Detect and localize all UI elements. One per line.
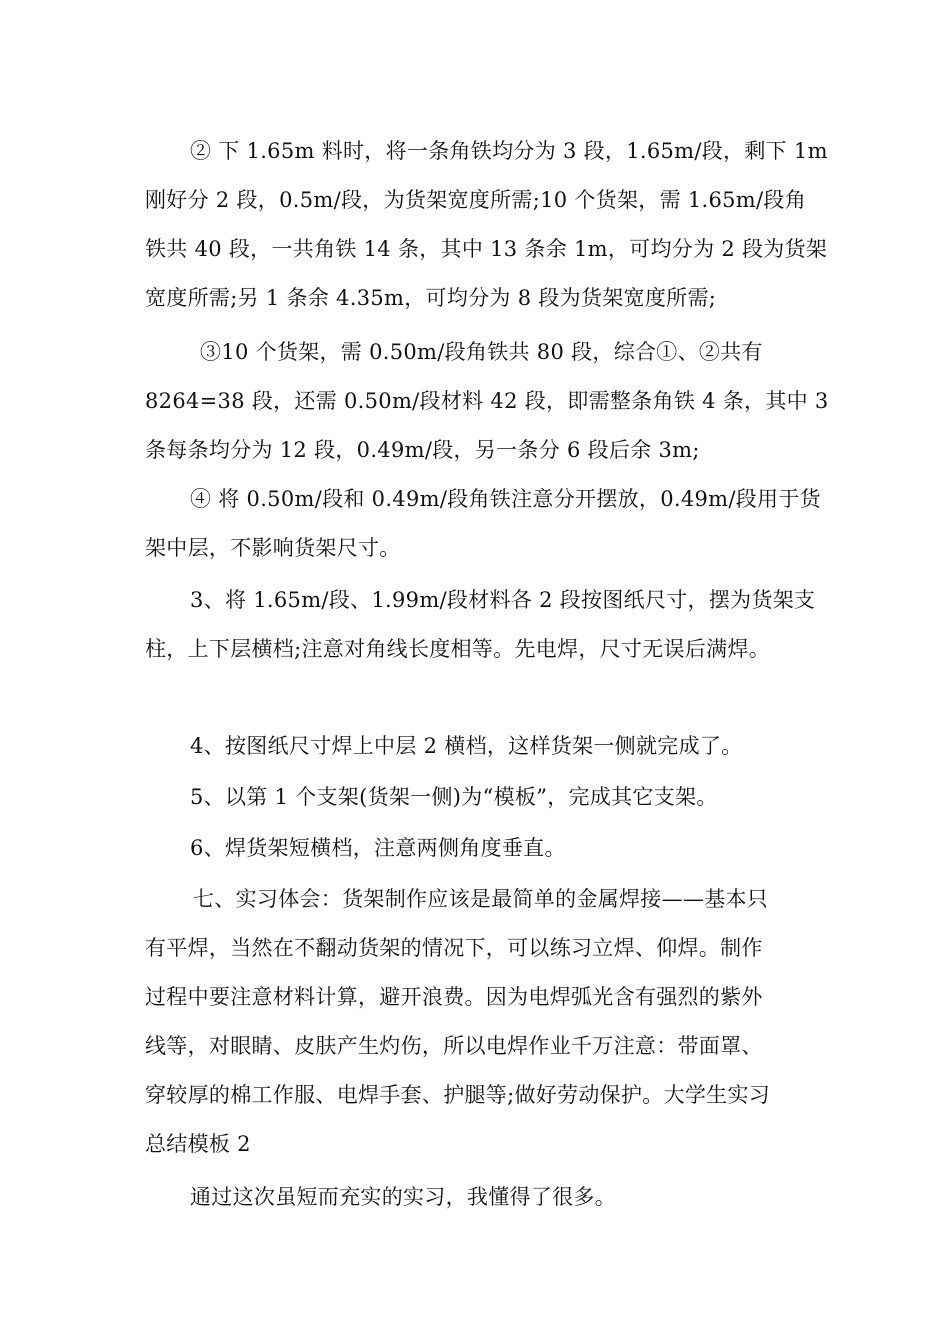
- text-line-8: ④ 将 0.50m/段和 0.49m/段角铁注意分开摆放，0.49m/段用于货: [190, 487, 821, 511]
- text-line-11: 柱，上下层横档;注意对角线长度相等。先电焊，尺寸无误后满焊。: [145, 637, 771, 661]
- text-line-16: 有平焊，当然在不翻动货架的情况下，可以练习立焊、仰焊。制作: [145, 936, 763, 960]
- text-line-1: ② 下 1.65m 料时，将一条角铁均分为 3 段，1.65m/段，剩下 1m: [190, 139, 828, 163]
- text-line-4: 宽度所需;另 1 条余 4.35m，可均分为 8 段为货架宽度所需;: [145, 286, 717, 310]
- text-line-18: 线等，对眼睛、皮肤产生灼伤，所以电焊作业千万注意：带面罩、: [145, 1034, 763, 1058]
- text-line-7: 条每条均分为 12 段，0.49m/段，另一条分 6 段后余 3m;: [145, 438, 700, 462]
- text-line-3: 铁共 40 段，一共角铁 14 条，其中 13 条余 1m，可均分为 2 段为货架: [145, 237, 828, 261]
- text-line-19: 穿较厚的棉工作服、电焊手套、护腿等;做好劳动保护。大学生实习: [145, 1083, 771, 1107]
- text-line-15: 七、实习体会：货架制作应该是最简单的金属焊接——基本只: [193, 887, 769, 911]
- text-line-5: ③10 个货架，需 0.50m/段角铁共 80 段，综合①、②共有: [200, 340, 763, 364]
- text-line-13: 5、以第 1 个支架(货架一侧)为“模板”，完成其它支架。: [190, 785, 718, 809]
- text-line-12: 4、按图纸尺寸焊上中层 2 横档，这样货架一侧就完成了。: [190, 734, 743, 758]
- text-line-17: 过程中要注意材料计算，避开浪费。因为电焊弧光含有强烈的紫外: [145, 985, 763, 1009]
- text-line-2: 刚好分 2 段，0.5m/段，为货架宽度所需;10 个货架，需 1.65m/段角: [145, 188, 806, 212]
- text-line-6: 8264=38 段，还需 0.50m/段材料 42 段，即需整条角铁 4 条，其中 3: [145, 389, 829, 413]
- text-line-10: 3、将 1.65m/段、1.99m/段材料各 2 段按图纸尺寸，摆为货架支: [190, 588, 816, 612]
- text-line-20: 总结模板 2: [145, 1132, 251, 1156]
- text-line-14: 6、焊货架短横档，注意两侧角度垂直。: [190, 836, 566, 860]
- text-line-9: 架中层，不影响货架尺寸。: [145, 536, 401, 560]
- text-line-21: 通过这次虽短而充实的实习，我懂得了很多。: [190, 1185, 616, 1209]
